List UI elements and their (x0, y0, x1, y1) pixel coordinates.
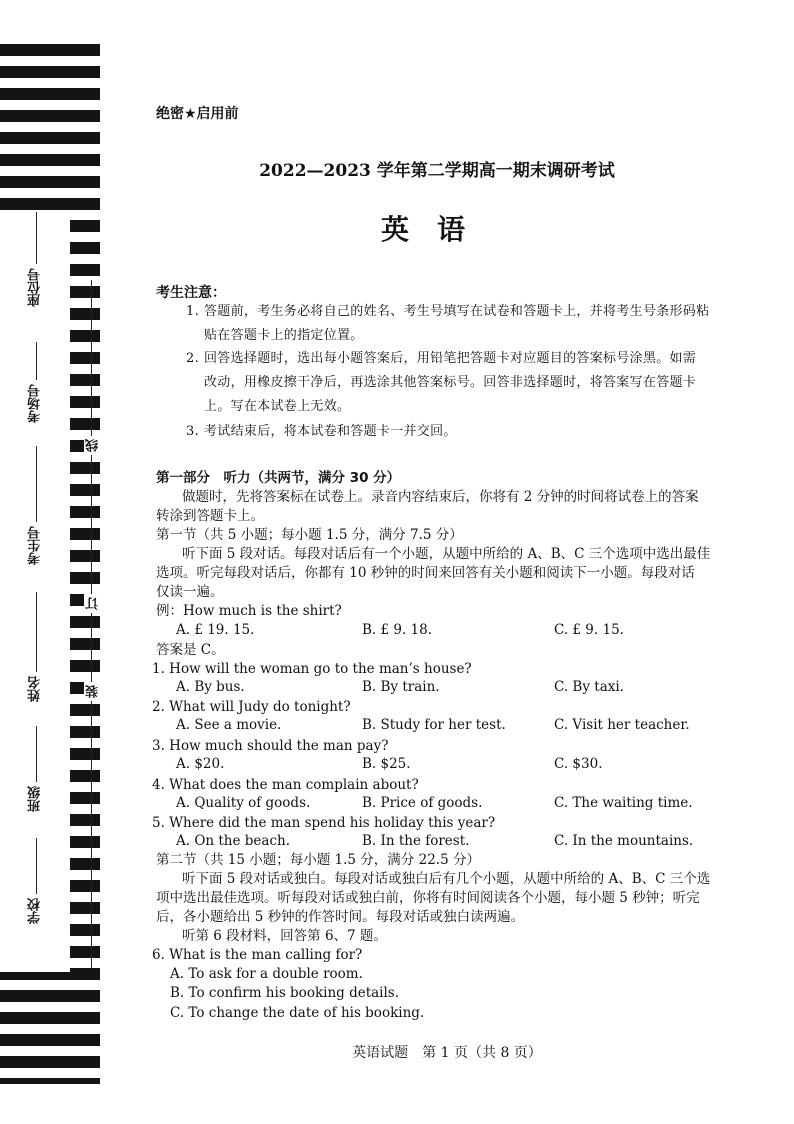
section1-instructions: 选项。听完每段对话后，你都有 10 秒钟的时间来回答有关小题和阅读下一小题。每段对话 (156, 565, 695, 581)
option-3b[interactable]: B. $25. (362, 756, 411, 772)
option-1a[interactable]: A. By bus. (176, 679, 245, 695)
option-4a[interactable]: A. Quality of goods. (176, 795, 311, 811)
notice-heading: 考生注意： (156, 285, 226, 301)
section1-instructions: 仅读一遍。 (156, 584, 224, 600)
material-6-instructions: 听第 6 段材料，回答第 6、7 题。 (182, 928, 387, 944)
exam-room-label: 考场号 (28, 384, 43, 423)
part1-heading: 第一部分 听力（共两节，满分 30 分） (156, 470, 401, 486)
section2-instructions: 后，各小题给出 5 秒钟的作答时间。每段对话或独白读两遍。 (156, 909, 525, 925)
option-6c[interactable]: C. To change the date of his booking. (170, 1005, 425, 1021)
example-question: 例：How much is the shirt? (156, 603, 342, 619)
option-5a[interactable]: A. On the beach. (176, 833, 291, 849)
option-2b[interactable]: B. Study for her test. (362, 717, 506, 733)
student-id-label: 考生号 (28, 526, 43, 565)
name-label: 姓名 (28, 676, 43, 702)
subject-title: 英语 (380, 213, 493, 246)
option-5c[interactable]: C. In the mountains. (554, 833, 694, 849)
option-1c[interactable]: C. By taxi. (554, 679, 624, 695)
class-label: 班级 (28, 786, 43, 812)
option-6a[interactable]: A. To ask for a double room. (170, 966, 363, 982)
binding-char-ding: 订 (84, 594, 100, 613)
example-option-b: B. £ 9. 18. (362, 622, 433, 638)
section2-instructions: 项中选出最佳选项。听每段对话或独白前，你将有时间阅读各个小题，每小题 5 秒钟；听完 (156, 890, 700, 906)
binding-char-xian: 线 (84, 436, 100, 455)
name-line[interactable] (36, 592, 37, 672)
page-footer: 英语试题 第 1 页（共 8 页） (352, 1045, 542, 1061)
notice-item-2 (186, 347, 776, 419)
notice-text: 贴在答题卡上的指定位置。 (204, 328, 364, 343)
notice-num: 3. (186, 424, 200, 439)
notice-text: 改动，用橡皮擦干净后，再选涂其他答案标号。回答非选择题时，将答案写在答题卡 (204, 375, 697, 390)
example-option-c: C. £ 9. 15. (554, 622, 624, 638)
binding-char-zhuang: 装 (84, 682, 100, 701)
section2-heading: 第二节（共 15 小题；每小题 1.5 分，满分 22.5 分） (156, 852, 480, 868)
binding-cut-line (91, 280, 92, 970)
exam-title: 2022—2023 学年第二学期高一期末调研考试 (259, 161, 615, 181)
notice-num: 2. (186, 351, 200, 366)
example-answer: 答案是 C。 (156, 642, 225, 658)
notice-num: 1. (186, 304, 200, 319)
option-3a[interactable]: A. $20. (176, 756, 225, 772)
school-label: 学校 (28, 898, 43, 924)
part1-intro: 做题时，先将答案标在试卷上。录音内容结束后，你将有 2 分钟的时间将试卷上的答案 (182, 489, 699, 505)
notice-text: 考试结束后，将本试卷和答题卡一并交回。 (204, 424, 457, 439)
notice-text: 上。写在本试卷上无效。 (204, 399, 351, 414)
seat-number-label: 座位号 (28, 268, 43, 307)
question-3: 3. How much should the man pay? (152, 738, 389, 754)
option-4c[interactable]: C. The waiting time. (554, 795, 693, 811)
option-5b[interactable]: B. In the forest. (362, 833, 470, 849)
section2-instructions: 听下面 5 段对话或独白。每段对话或独白后有几个小题，从题中所给的 A、B、C 三个选 (182, 871, 711, 887)
question-1: 1. How will the woman go to the man’s house? (152, 661, 472, 677)
example-option-a: A. £ 19. 15. (176, 622, 255, 638)
option-2c[interactable]: C. Visit her teacher. (554, 717, 690, 733)
school-line[interactable] (36, 838, 37, 894)
exam-room-line[interactable] (36, 342, 37, 380)
part1-intro: 转涂到答题卡上。 (156, 508, 264, 524)
section1-instructions: 听下面 5 段对话。每段对话后有一个小题，从题中所给的 A、B、C 三个选项中选出最佳 (182, 546, 711, 562)
option-4b[interactable]: B. Price of goods. (362, 795, 483, 811)
option-3c[interactable]: C. $30. (554, 756, 603, 772)
option-2a[interactable]: A. See a movie. (176, 717, 282, 733)
question-2: 2. What will Judy do tonight? (152, 699, 351, 715)
notice-item-3 (186, 420, 776, 444)
section1-heading: 第一节（共 5 小题；每小题 1.5 分，满分 7.5 分） (156, 527, 463, 543)
student-id-line[interactable] (36, 446, 37, 522)
option-6b[interactable]: B. To confirm his booking details. (170, 985, 400, 1001)
question-6: 6. What is the man calling for? (152, 947, 363, 963)
confidential-label: 绝密★启用前 (156, 106, 239, 122)
class-line[interactable] (36, 726, 37, 782)
question-4: 4. What does the man complain about? (152, 777, 419, 793)
question-5: 5. Where did the man spend his holiday this year? (152, 815, 496, 831)
notice-text: 答题前，考生务必将自己的姓名、考生号填写在试卷和答题卡上，并将考生号条形码粘 (204, 304, 710, 319)
notice-text: 回答选择题时，选出每小题答案后，用铅笔把答题卡对应题目的答案标号涂黑。如需 (204, 351, 697, 366)
option-1b[interactable]: B. By train. (362, 679, 440, 695)
student-info-panel (0, 212, 70, 972)
notice-item-1 (186, 300, 776, 348)
